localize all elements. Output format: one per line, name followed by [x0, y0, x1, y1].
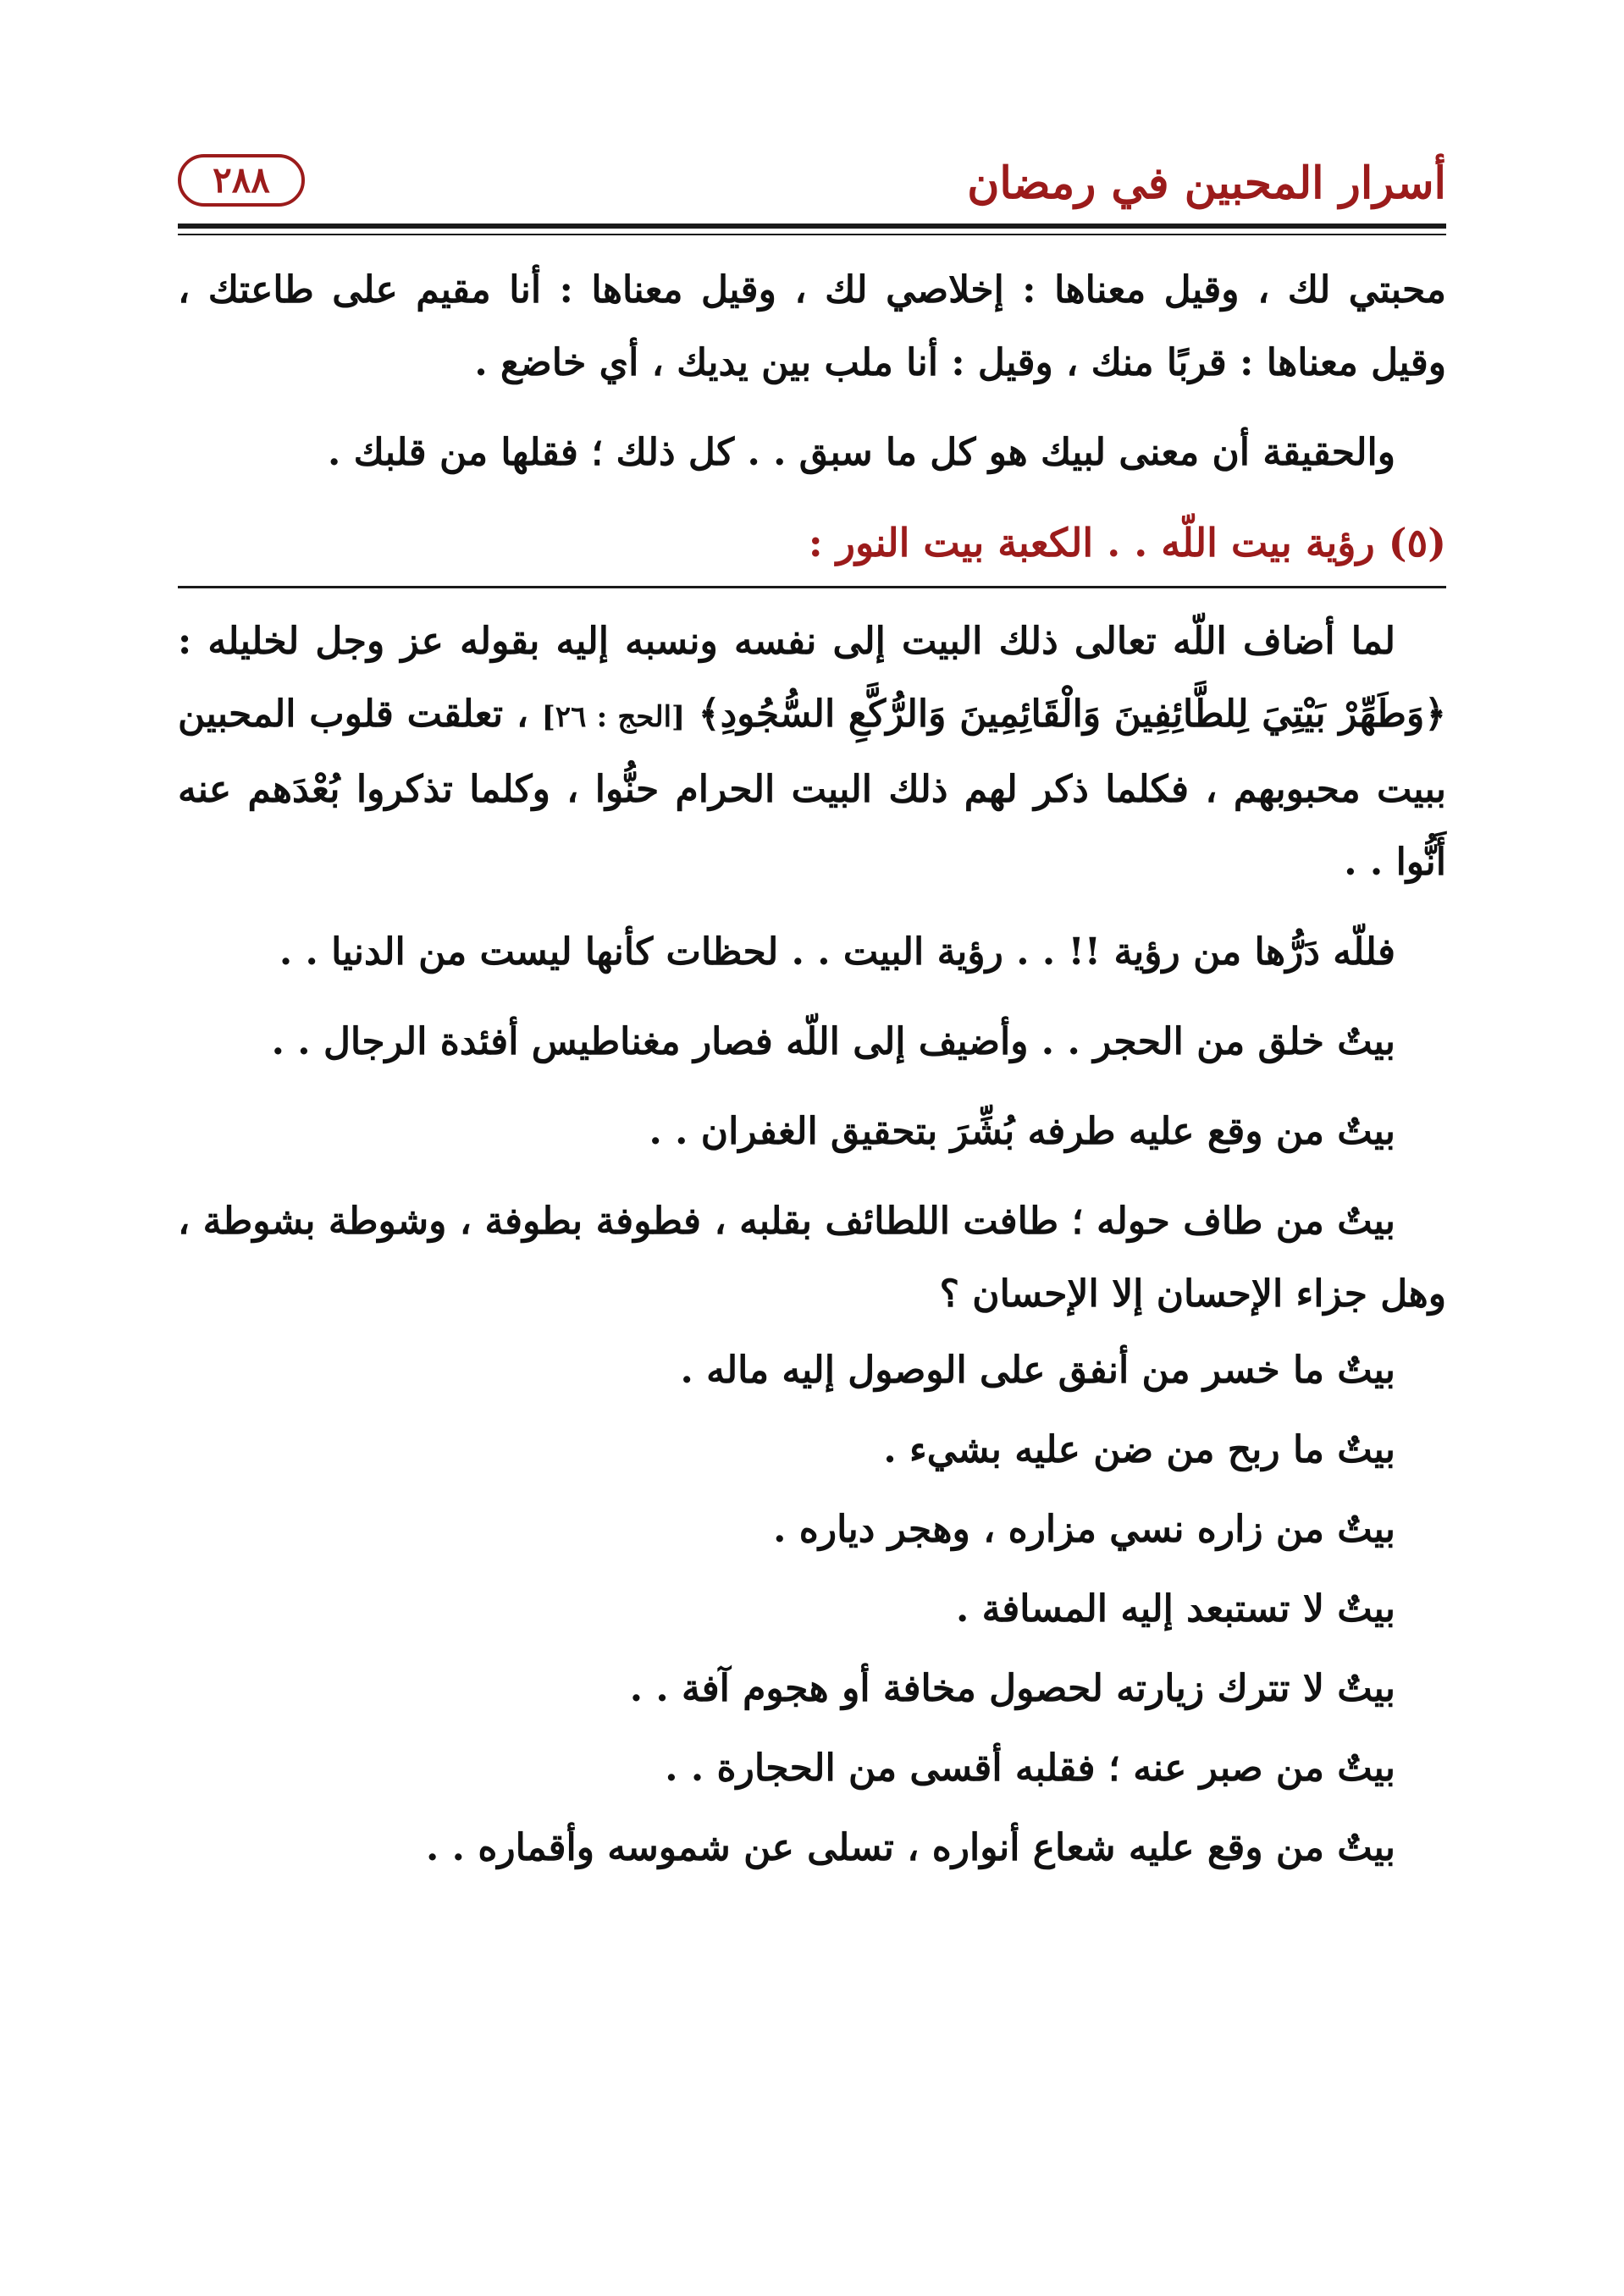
paragraph-2: والحقيقة أن معنى لبيك هو كل ما سبق . . كل ذلك ؛ فقلها من قلبك .	[328, 431, 1395, 474]
paragraph-3	[178, 605, 1446, 899]
quran-verse: ﴿وَطَهِّرْ بَيْتِيَ لِلطَّائِفِينَ وَالْقَائِمِينَ وَالرُّكَّعِ السُّجُودِ﴾	[698, 693, 1446, 736]
section-heading-wrap	[178, 506, 1446, 588]
list-line-3: بيتٌ من زاره نسي مزاره ، وهجر دياره .	[773, 1508, 1395, 1551]
paragraph-3-end: ، تعلقت قلوب المحبين ببيت محبوبهم ، فكلما ذكر لهم ذلك البيت الحرام حنُّوا ، وكلما تذكروا بُعْدَهم عنه أَنُّوا . .	[178, 693, 1447, 884]
list-line-4: بيتٌ لا تستبعد إليه المسافة .	[956, 1587, 1395, 1631]
page-header	[178, 144, 1446, 220]
paragraph-5: بيتٌ خلق من الحجر . . وأضيف إلى اللّه فصار مغناطيس أفئدة الرجال . .	[271, 1020, 1395, 1063]
list-line-6: بيتٌ من صبر عنه ؛ فقلبه أقسى من الحجارة . .	[665, 1747, 1395, 1790]
page-number: ٢٨٨	[178, 154, 305, 207]
paragraph-6: بيتٌ من وقع عليه طرفه بُشِّرَ بتحقيق الغفران . .	[649, 1110, 1395, 1153]
page-body	[178, 254, 1446, 1888]
list-line-7: بيتٌ من وقع عليه شعاع أنواره ، تسلى عن شموسه وأقماره . .	[426, 1826, 1395, 1869]
paragraph-7: بيتٌ من طاف حوله ؛ طافت اللطائف بقلبه ، فطوفة بطوفة ، وشوطة بشوطة ، وهل جزاء الإحسان إلا الإحسان ؟	[178, 1200, 1446, 1316]
book-title: أسرار المحبين في رمضان	[967, 157, 1446, 209]
paragraph-1: محبتي لك ، وقيل معناها : إخلاصي لك ، وقيل معناها : أنا مقيم على طاعتك ، وقيل معناها : قربًا منك ، وقيل : أنا ملب بين يديك ، أي خاضع .	[178, 268, 1446, 384]
section-heading: (٥) رؤية بيت اللّه . . الكعبة بيت النور :	[808, 520, 1446, 566]
list-line-1: بيتٌ ما خسر من أنفق على الوصول إليه ماله .	[680, 1349, 1395, 1392]
paragraph-4: فللّه دَرُّها من رؤية !! . . رؤية البيت . . لحظات كأنها ليست من الدنيا . .	[279, 930, 1395, 974]
header-rule-thick	[178, 224, 1446, 229]
list-line-5: بيتٌ لا تترك زيارته لحصول مخافة أو هجوم آفة . .	[629, 1667, 1395, 1710]
list-line-2: بيتٌ ما ربح من ضن عليه بشيء .	[883, 1428, 1395, 1471]
paragraph-3-start: لما أضاف اللّه تعالى ذلك البيت إلى نفسه ونسبه إليه بقوله عز وجل لخليله :	[178, 620, 1395, 663]
header-rule-thin	[178, 234, 1446, 235]
verse-reference: [الحج : ٢٦]	[541, 700, 686, 734]
